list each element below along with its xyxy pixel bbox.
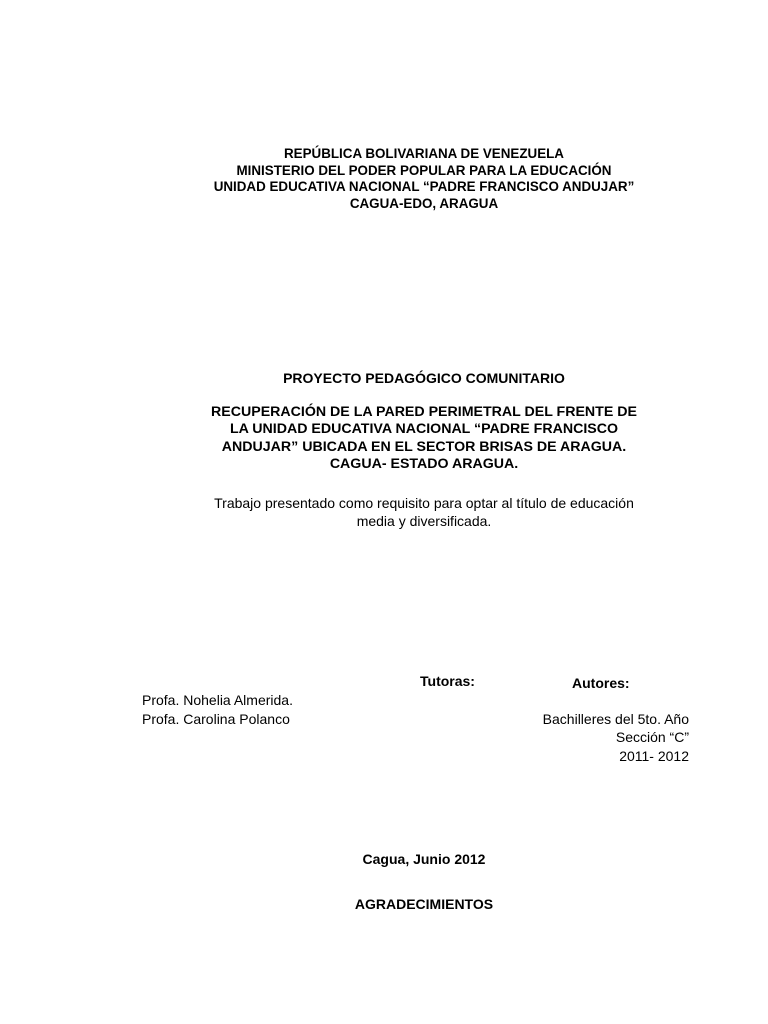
- tutors-label: Tutoras:: [420, 673, 475, 689]
- institution-header: [150, 146, 698, 212]
- project-purpose: [150, 495, 698, 530]
- header-line-location: CAGUA-EDO, ARAGUA: [349, 195, 499, 211]
- header-line-ministry: MINISTERIO DEL PODER POPULAR PARA LA EDUCACIÓN: [236, 162, 612, 178]
- purpose-line: Trabajo presentado como requisito para optar al título de educación: [214, 495, 634, 511]
- acknowledgements-heading: AGRADECIMIENTOS: [354, 896, 494, 912]
- project-title: [150, 404, 698, 474]
- tutor-name: Profa. Carolina Polanco: [142, 710, 290, 727]
- author-section: Sección “C”: [615, 729, 689, 746]
- place-date: Cagua, Junio 2012: [362, 851, 486, 867]
- author-group: Bachilleres del 5to. Año: [542, 711, 689, 727]
- tutor-list: [142, 691, 293, 728]
- project-type-heading: PROYECTO PEDAGÓGICO COMUNITARIO: [283, 370, 565, 386]
- purpose-line: media y diversificada.: [356, 512, 492, 529]
- header-line-country: REPÚBLICA BOLIVARIANA DE VENEZUELA: [284, 146, 564, 161]
- author-year: 2011- 2012: [619, 747, 689, 764]
- project-title-line: LA UNIDAD EDUCATIVA NACIONAL “PADRE FRANCISCO: [229, 421, 619, 438]
- tutor-name: Profa. Nohelia Almerida.: [142, 692, 293, 708]
- project-title-line: CAGUA- ESTADO ARAGUA.: [329, 456, 519, 473]
- author-info: [543, 710, 689, 765]
- project-title-line: RECUPERACIÓN DE LA PARED PERIMETRAL DEL FRENTE DE: [211, 404, 637, 420]
- authors-label: Autores:: [572, 675, 630, 691]
- project-title-line: ANDUJAR” UBICADA EN EL SECTOR BRISAS DE ARAGUA.: [221, 438, 627, 455]
- header-line-school: UNIDAD EDUCATIVA NACIONAL “PADRE FRANCISCO ANDUJAR”: [213, 179, 635, 195]
